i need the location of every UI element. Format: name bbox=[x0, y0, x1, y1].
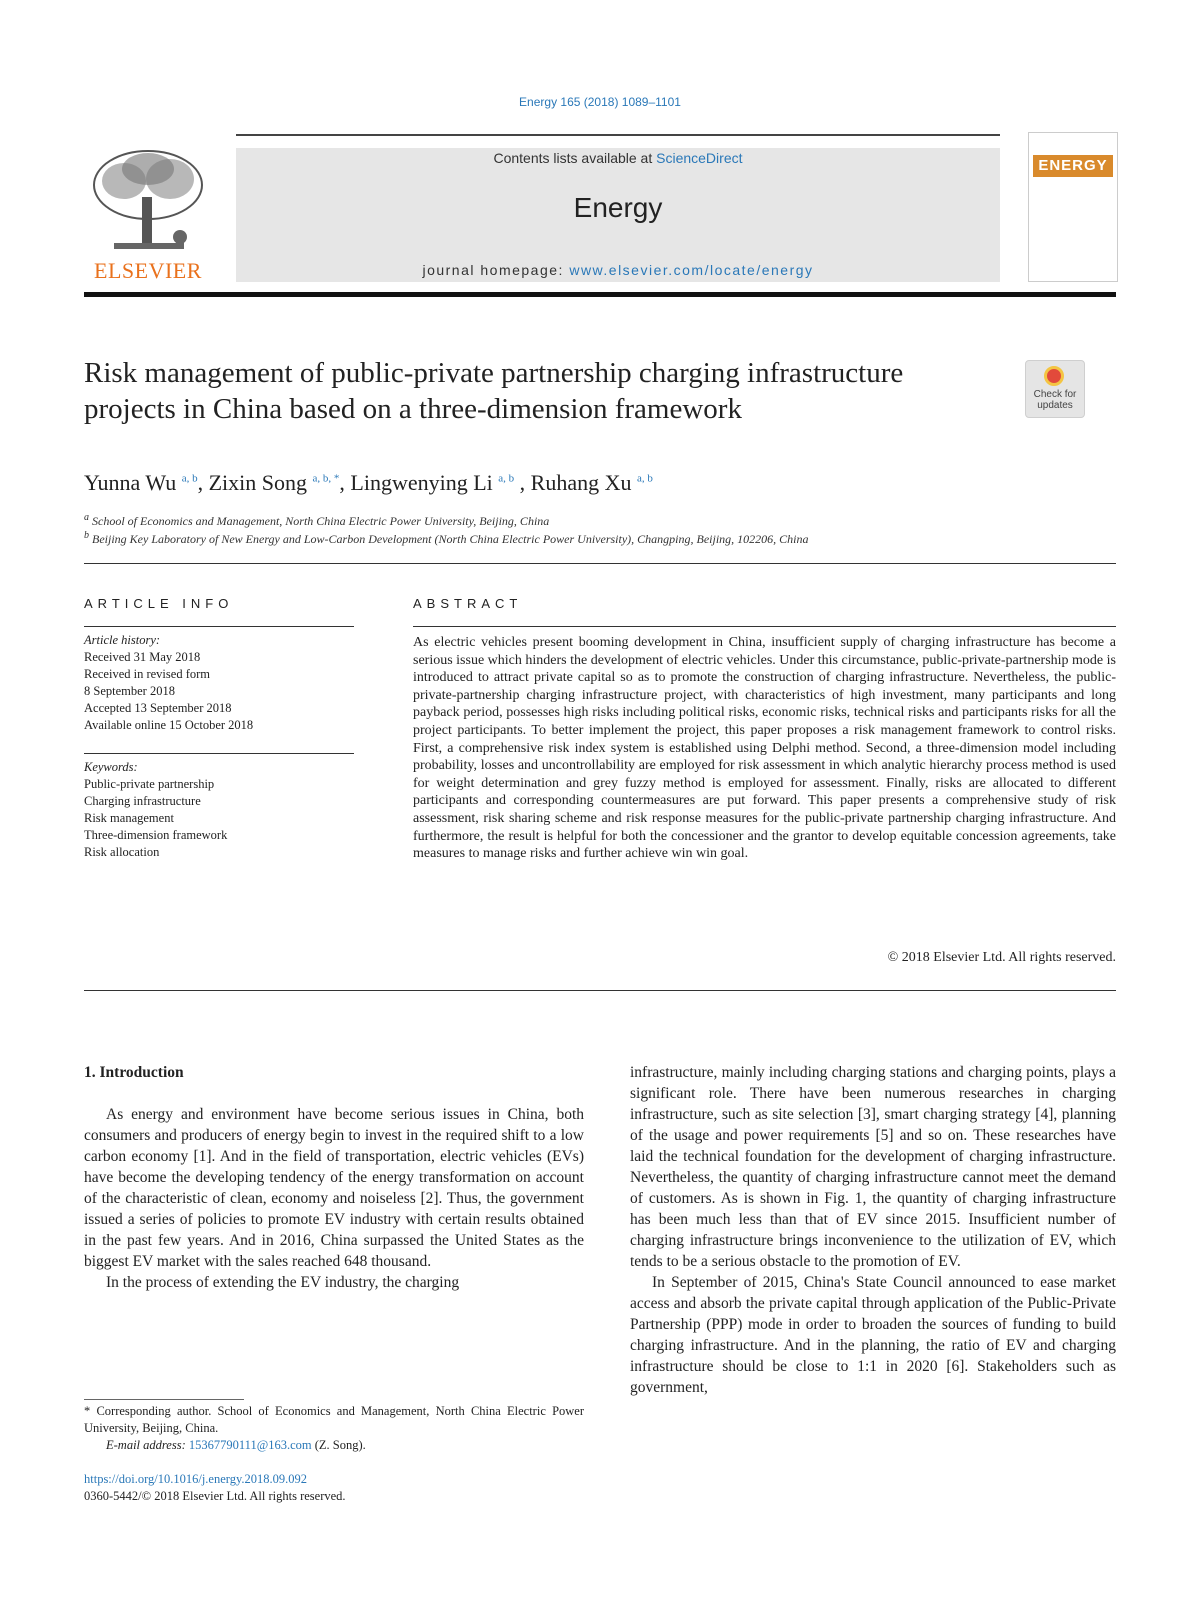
author-list bbox=[84, 470, 1084, 496]
history-label: Article history: bbox=[84, 633, 161, 647]
issn-line: 0360-5442/© 2018 Elsevier Ltd. All rights reserved. bbox=[84, 1489, 346, 1503]
homepage-line bbox=[236, 262, 1000, 278]
author-separator: , bbox=[514, 470, 531, 495]
body-paragraph: As energy and environment have become serious issues in China, both consumers and producers of energy begin to invest in the required shift to a low carbon economy [1]. And in the field of transportation, electric vehicles (EVs) have become the developing tendency of the energy transformation on account of the characteristic of clean, economy and noiseless [2]. Thus, the government issued a series of policies to promote EV industry with certain results obtained in the past few years. And in 2016, China surpassed the United States as the biggest EV market with the sales reached 648 thousand. bbox=[84, 1106, 584, 1270]
footnote-marker: * bbox=[84, 1404, 97, 1418]
author-name[interactable]: Yunna Wu bbox=[84, 470, 177, 495]
header-thick-rule bbox=[84, 292, 1116, 297]
author-affiliation-sup[interactable]: a, b bbox=[498, 472, 515, 485]
author-separator: , bbox=[339, 470, 351, 495]
affiliation-b-text: Beijing Key Laboratory of New Energy and Low-Carbon Development (North China Electric Power University), Changping, Beijing, 102206, China bbox=[92, 532, 809, 546]
accepted-date: Accepted 13 September 2018 bbox=[84, 701, 232, 715]
section-divider bbox=[84, 563, 1116, 564]
article-title: Risk management of public-private partnership charging infrastructure projects in China based on a three-dimension framework bbox=[84, 357, 904, 425]
article-info-rule bbox=[84, 626, 354, 627]
keyword-item: Public-private partnership bbox=[84, 777, 215, 791]
received-date: Received 31 May 2018 bbox=[84, 650, 201, 664]
body-paragraph: In September of 2015, China's State Council announced to ease market access and absorb the private capital through application of the Public-Private Partnership (PPP) mode in order to broaden the sources of funding to build charging infrastructure. And in the planning, the ratio of EV and charging infrastructure should be close to 1:1 in 2020 [6]. Stakeholders such as government, bbox=[630, 1274, 1116, 1396]
section-heading: 1. Introduction bbox=[84, 1064, 184, 1081]
affiliation-a-text: School of Economics and Management, North China Electric Power University, Beijing, China bbox=[92, 514, 550, 528]
email-suffix: (Z. Song). bbox=[311, 1438, 366, 1452]
footnote-rule bbox=[84, 1399, 244, 1400]
homepage-prefix: journal homepage: bbox=[422, 262, 570, 278]
contents-prefix: Contents lists available at bbox=[493, 150, 657, 166]
badge-line-1: Check for bbox=[1033, 389, 1077, 400]
keywords-label: Keywords: bbox=[84, 760, 138, 774]
keyword-item: Risk management bbox=[84, 811, 174, 825]
keyword-item: Three-dimension framework bbox=[84, 828, 228, 842]
elsevier-wordmark: ELSEVIER bbox=[94, 258, 202, 283]
doi-link[interactable]: https://doi.org/10.1016/j.energy.2018.09.092 bbox=[84, 1472, 308, 1486]
affiliation-a: $^a$ School of Economics and Management, North China Electric Power University, Beijing, China bbox=[84, 512, 550, 528]
crossmark-icon bbox=[1044, 366, 1064, 386]
article-history bbox=[84, 632, 354, 734]
abstract-text: As electric vehicles present booming development in China, insufficient supply of charging infrastructure has become a serious issue which hinders the development of electric vehicles. Under this circumstance, public-private-partnership mode is introduced to attract private capital so as to promote the construction of charging infrastructure. Nevertheless, the public-private-partnership charging infrastructure project, with characteristics of high investment, many participants and long payback period, possesses high risks including political risks, economic risks, technical risks and participants risks for all the project participants. To better implement the project, this paper proposes a risk management framework to control risks. First, a comprehensive risk index system is established using Delphi method. Second, a three-dimension model including probability, losses and uncontrollability are employed for risk assessment in which analytic hierarchy process method is used for weight determination and grey fuzzy method is employed for assessment. Finally, risks are allocated to different participants and corresponding countermeasures are put forward. This paper presents a comprehensive study of risk assessment, risk sharing scheme and risk response measures for the public-private partnership charging infrastructure. And furthermore, the result is helpful for both the concessioner and the grantor to develop equitable concession agreements, take measures to manage risks and further achieve win win goal. bbox=[413, 635, 1116, 862]
body-column-right bbox=[630, 1062, 1116, 1398]
email-label: E-mail address: bbox=[106, 1438, 189, 1452]
revised-label: Received in revised form bbox=[84, 667, 210, 681]
header-rule bbox=[236, 134, 1000, 136]
cover-title: ENERGY bbox=[1038, 157, 1108, 174]
homepage-link[interactable]: www.elsevier.com/locate/energy bbox=[569, 262, 814, 278]
author-affiliation-sup[interactable]: a, b bbox=[181, 472, 198, 485]
email-link[interactable]: 15367790111@163.com bbox=[188, 1438, 312, 1452]
author-name[interactable]: Zixin Song bbox=[208, 470, 307, 495]
check-for-updates-button[interactable] bbox=[1025, 360, 1085, 418]
author-affiliation-sup[interactable]: a, b, * bbox=[312, 472, 340, 485]
sciencedirect-link[interactable]: ScienceDirect bbox=[656, 150, 743, 166]
journal-citation-link[interactable]: Energy 165 (2018) 1089–1101 bbox=[519, 95, 681, 109]
keyword-item: Risk allocation bbox=[84, 845, 160, 859]
online-date: Available online 15 October 2018 bbox=[84, 718, 254, 732]
badge-text bbox=[1026, 389, 1084, 411]
journal-name: Energy bbox=[573, 192, 663, 223]
author-name[interactable]: Lingwenying Li bbox=[350, 470, 493, 495]
keyword-item: Charging infrastructure bbox=[84, 794, 201, 808]
abstract-copyright: © 2018 Elsevier Ltd. All rights reserved. bbox=[887, 950, 1116, 965]
footnote-text: Corresponding author. School of Economics and Management, North China Electric Power University, Beijing, China. bbox=[84, 1404, 585, 1435]
body-column-left bbox=[84, 1062, 584, 1293]
revised-date: 8 September 2018 bbox=[84, 684, 175, 698]
author-name[interactable]: Ruhang Xu bbox=[530, 470, 632, 495]
author-separator: , bbox=[197, 470, 209, 495]
section-divider bbox=[84, 990, 1116, 991]
abstract-heading: ABSTRACT bbox=[413, 596, 523, 611]
contents-line bbox=[236, 150, 1000, 166]
body-paragraph: In the process of extending the EV industry, the charging bbox=[106, 1274, 460, 1291]
journal-cover-image[interactable] bbox=[1028, 132, 1118, 282]
abstract-rule bbox=[413, 626, 1116, 627]
affiliation-b: $^b$ Beijing Key Laboratory of New Energy and Low-Carbon Development (North China Electric Power University), Changping, Beijing, 102206, China bbox=[84, 530, 809, 546]
corresponding-author-footnote bbox=[84, 1403, 584, 1454]
badge-line-2: updates bbox=[1037, 400, 1073, 411]
author-affiliation-sup[interactable]: a, b bbox=[636, 472, 653, 485]
article-info-heading: ARTICLE INFO bbox=[84, 596, 234, 611]
body-paragraph: infrastructure, mainly including charging stations and charging points, plays a significant role. There have been numerous researches in charging infrastructure, such as site selection [3], smart charging strategy [4], planning of the usage and power requirements [5] and so on. These researches have laid the technical foundation for the development of charging infrastructure. Nevertheless, the quantity of charging infrastructure cannot meet the demand of customers. As is shown in Fig. 1, the quantity of charging infrastructure has been much less than that of EV since 2015. Insufficient number of charging infrastructure brings inconvenience to the utilization of EV, which tends to be a serious obstacle to the promotion of EV. bbox=[630, 1064, 1116, 1270]
keywords bbox=[84, 759, 354, 861]
keywords-rule bbox=[84, 753, 354, 754]
